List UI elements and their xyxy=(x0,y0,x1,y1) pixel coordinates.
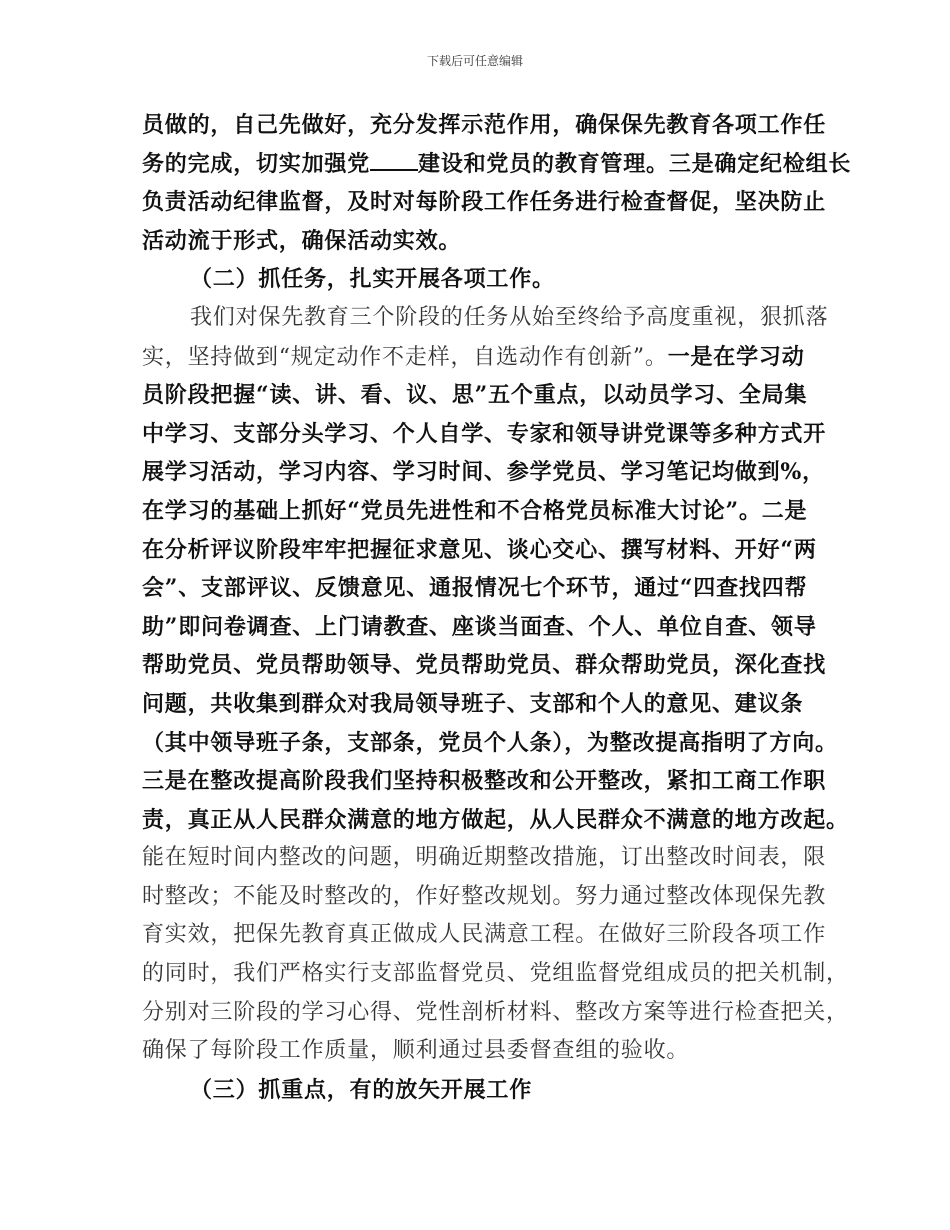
paragraph-line xyxy=(142,338,814,377)
paragraph-line: 责，真正从人民群众满意的地方做起，从人民群众不满意的地方改起。 xyxy=(142,806,849,833)
paragraph-line: 在学习的基础上抓好“党员先进性和不合格党员标准大讨论”。二是 xyxy=(142,497,808,524)
paragraph-line: 助”即问卷调查、上门请教查、座谈当面查、个人、单位自查、领导 xyxy=(142,613,817,640)
paragraph-line: 中学习、支部分头学习、个人自学、专家和领导讲党课等多种方式开 xyxy=(142,420,827,447)
line-text: 实，坚持做到“规定动作不走样，自选动作有创新”。 xyxy=(142,344,668,370)
paragraph-line: 问题，共收集到群众对我局领导班子、支部和个人的意见、建议条 xyxy=(142,690,804,717)
underline-blank xyxy=(370,149,418,171)
paragraph-line: 会”、支部评议、反馈意见、通报情况七个环节，通过“四查找四帮 xyxy=(142,575,808,602)
paragraph-line: 育实效，把保先教育真正做成人民满意工程。在做好三阶段各项工作 xyxy=(142,922,827,948)
line-text: 一是在学习动 xyxy=(667,343,805,370)
paragraph-line: 分别对三阶段的学习心得、党性剖析材料、整改方案等进行检查把关， xyxy=(142,999,849,1025)
paragraph-line: 在分析评议阶段牢牢把握征求意见、谈心交心、撰写材料、开好“两 xyxy=(142,536,817,563)
paragraph-line: （其中领导班子条，支部条，党员个人条），为整改提高指明了方向。 xyxy=(142,729,838,756)
line-text: 建设和党员的教育管理。三是确定纪检组长 xyxy=(418,150,852,177)
paragraph-line: 三是在整改提高阶段我们坚持积极整改和公开整改，紧扣工商工作职 xyxy=(142,768,827,795)
paragraph-line: 负责活动纪律监督，及时对每阶段工作任务进行检查督促，坚决防止 xyxy=(142,189,827,216)
paragraph-line: 时整改；不能及时整改的，作好整改规划。努力通过整改体现保先教 xyxy=(142,883,827,909)
paragraph-line: 能在短时间内整改的问题，明确近期整改措施，订出整改时间表，限 xyxy=(142,845,827,871)
page-header: 下载后可任意编辑 xyxy=(426,54,523,68)
section-heading: （二）抓任务，扎实开展各项工作。 xyxy=(190,266,555,293)
paragraph-line: 员阶段把握“读、讲、看、议、思”五个重点，以动员学习、全局集 xyxy=(142,382,808,409)
document-body xyxy=(142,106,852,1109)
paragraph-line: 确保了每阶段工作质量，顺利通过县委督查组的验收。 xyxy=(142,1038,690,1064)
line-text: 务的完成，切实加强党 xyxy=(142,150,371,177)
paragraph-line: 的同时，我们严格实行支部监督党员、党组监督党组成员的把关机制， xyxy=(142,961,849,987)
paragraph-line: 展学习活动，学习内容、学习时间、参学党员、学习笔记均做到%， xyxy=(142,459,825,486)
paragraph-line: 员做的，自己先做好，充分发挥示范作用，确保保先教育各项工作任 xyxy=(142,112,827,138)
paragraph-line: 活动流于形式，确保活动实效。 xyxy=(142,227,462,254)
paragraph-line: 我们对保先教育三个阶段的任务从始至终给予高度重视，狠抓落 xyxy=(190,304,829,330)
section-heading: （三）抓重点，有的放矢开展工作 xyxy=(190,1076,533,1103)
paragraph-line xyxy=(142,145,852,184)
paragraph-line: 帮助党员、党员帮助领导、党员帮助党员、群众帮助党员，深化查找 xyxy=(142,652,827,679)
